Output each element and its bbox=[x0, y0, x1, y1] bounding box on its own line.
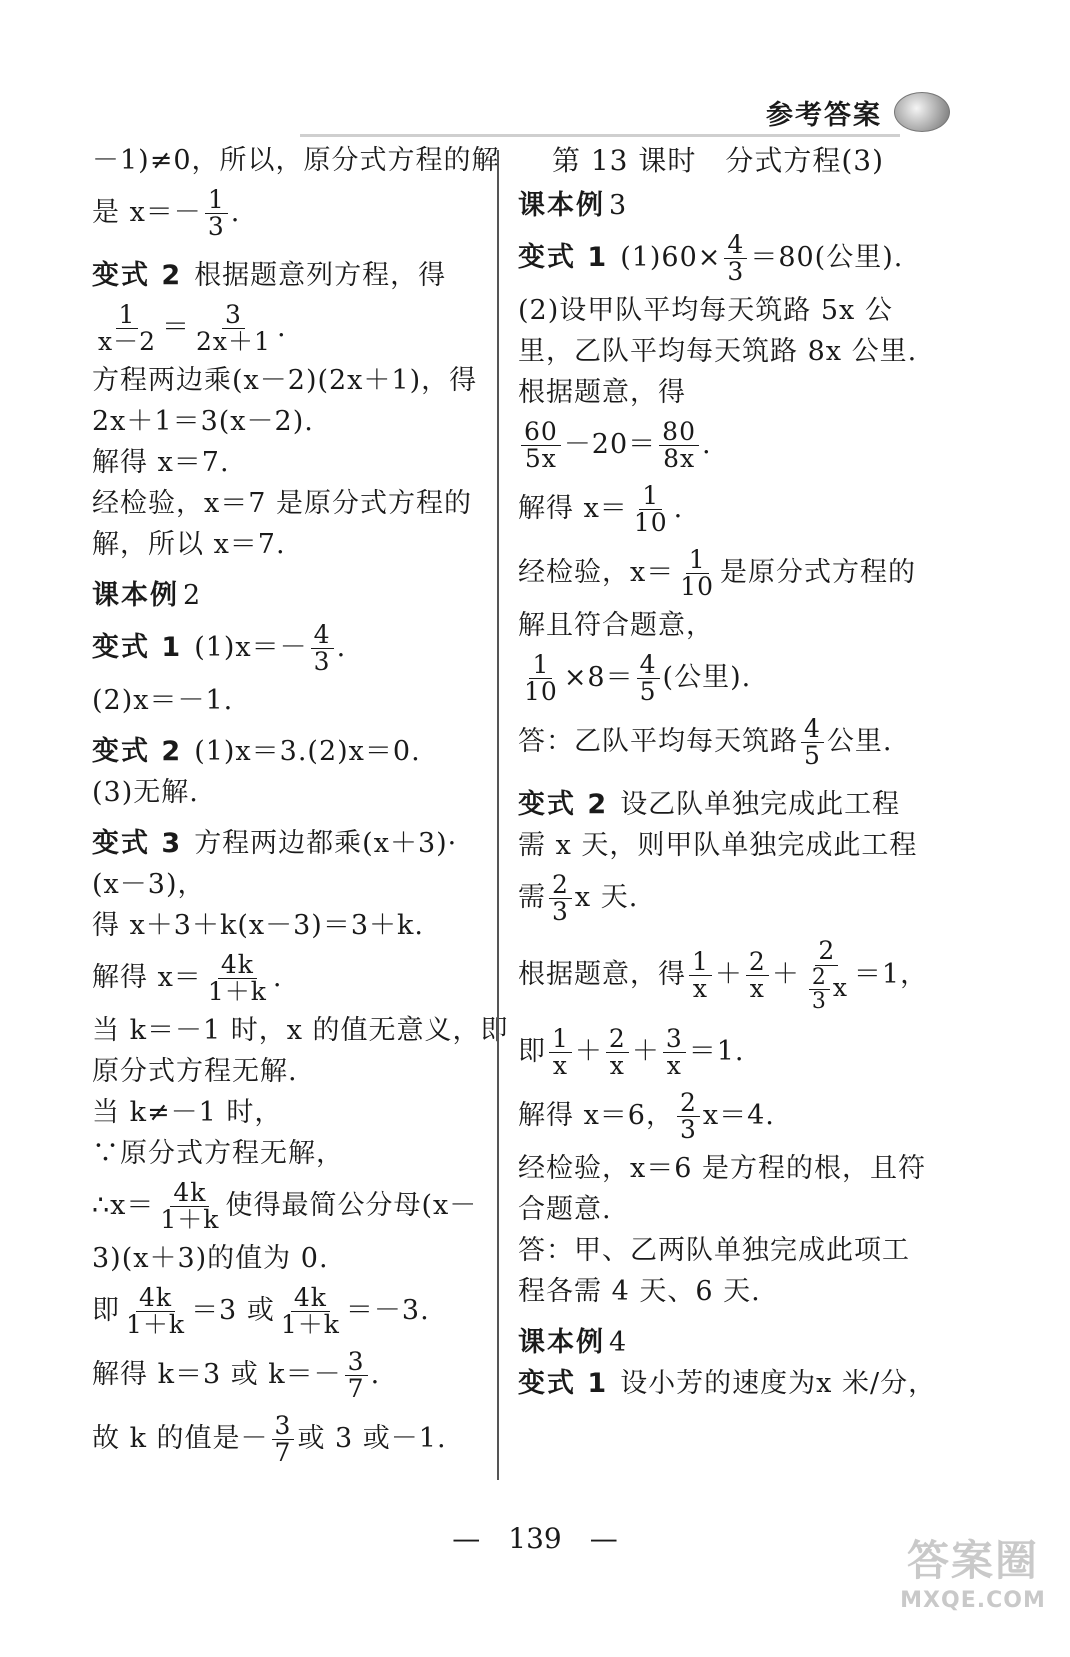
text-run: ＝80(公里). bbox=[750, 242, 904, 273]
text-run: ＋ bbox=[631, 1036, 660, 1067]
fraction bbox=[205, 184, 228, 241]
text-run: ＝3 或 bbox=[191, 1295, 275, 1326]
section-heading-number: 4 bbox=[609, 1327, 628, 1358]
fraction bbox=[157, 1177, 222, 1234]
fraction-denominator: 3 bbox=[552, 897, 569, 926]
variant-label: 变式 2 bbox=[92, 260, 183, 291]
text-run: ∴x＝ bbox=[92, 1190, 155, 1221]
fraction-denominator: 10 bbox=[680, 572, 715, 601]
fraction-denominator: 5x bbox=[524, 444, 557, 473]
fraction-numerator: 60 bbox=[521, 419, 561, 446]
text-run: . bbox=[370, 1359, 381, 1390]
fraction-numerator: 3 bbox=[345, 1349, 368, 1376]
text-run: . bbox=[701, 429, 712, 460]
text-run: 经检验，x＝ bbox=[518, 557, 675, 588]
fraction-denominator: 1＋k bbox=[160, 1205, 220, 1234]
text-run: 是 x＝－ bbox=[92, 197, 202, 228]
text-line: 方程两边乘(x－2)(2x＋1)，得 bbox=[92, 365, 478, 396]
text-line: 3)(x＋3)的值为 0. bbox=[92, 1243, 329, 1274]
text-run: 设乙队单独完成此工程 bbox=[620, 789, 901, 820]
header-rule bbox=[300, 134, 900, 137]
fraction-numerator: 80 bbox=[659, 419, 699, 446]
text-line: 解，所以 x＝7. bbox=[92, 529, 286, 560]
variant-label: 变式 2 bbox=[92, 736, 183, 767]
text-line: (x－3)， bbox=[92, 869, 206, 900]
text-run: 答：乙队平均每天筑路 bbox=[518, 726, 798, 757]
text-run: 解得 x＝ bbox=[518, 493, 628, 524]
fraction-numerator: 4 bbox=[724, 232, 747, 259]
fraction-numerator: 1 bbox=[529, 652, 552, 679]
text-line: 原分式方程无解. bbox=[92, 1056, 298, 1087]
fraction bbox=[345, 1346, 368, 1403]
fraction-numerator: 4k bbox=[218, 952, 257, 979]
text-run: 解得 x＝ bbox=[92, 962, 202, 993]
right-column bbox=[518, 140, 937, 1404]
fraction bbox=[521, 649, 561, 706]
text-line bbox=[518, 477, 918, 541]
text-line: 需 x 天，则甲队单独完成此工程 bbox=[518, 830, 918, 861]
text-run: (1)60× bbox=[620, 242, 722, 273]
fraction-denominator: 7 bbox=[347, 1374, 365, 1403]
text-run: 故 k 的值是－ bbox=[92, 1423, 269, 1454]
fraction-denominator: 5 bbox=[639, 677, 657, 706]
section-heading-label: 课本例 bbox=[518, 1327, 605, 1358]
fraction bbox=[549, 1023, 572, 1080]
fraction-numerator: 2 bbox=[809, 966, 830, 990]
text-run: (公里). bbox=[662, 662, 752, 693]
text-line bbox=[518, 226, 918, 290]
text-line bbox=[518, 541, 918, 605]
fraction-numerator: 1 bbox=[639, 483, 662, 510]
fraction-denominator: 7 bbox=[274, 1438, 292, 1467]
section-heading-label: 课本例 bbox=[92, 580, 179, 611]
text-run: 方程两边都乘(x＋3)· bbox=[194, 828, 458, 859]
fraction-denominator: 3 bbox=[313, 647, 331, 676]
section-heading bbox=[518, 185, 918, 226]
text-line: 解且符合题意， bbox=[518, 610, 714, 641]
fraction-denominator: 3 bbox=[207, 212, 225, 241]
fraction-numerator: 4k bbox=[170, 1180, 209, 1207]
fraction bbox=[746, 946, 769, 1003]
fraction-numerator: 2 bbox=[815, 938, 838, 965]
text-run: 根据题意，得 bbox=[518, 959, 686, 990]
text-run: ＝ bbox=[162, 312, 191, 343]
text-run: . bbox=[673, 493, 684, 524]
fraction-denominator: 1＋k bbox=[207, 977, 267, 1006]
fraction-numerator: 2 bbox=[677, 1090, 700, 1117]
fraction bbox=[637, 649, 660, 706]
section-heading-label: 课本例 bbox=[518, 190, 605, 221]
text-run: 公里. bbox=[826, 726, 893, 757]
text-line: 得 x＋3＋k(x－3)＝3＋k. bbox=[92, 910, 424, 941]
fraction-denominator: 10 bbox=[524, 677, 558, 706]
fraction-numerator: 1 bbox=[686, 547, 709, 574]
watermark bbox=[898, 1500, 1048, 1640]
column-divider bbox=[497, 150, 499, 1480]
text-line bbox=[518, 646, 918, 710]
running-header bbox=[766, 92, 950, 132]
text-line bbox=[518, 1363, 937, 1404]
fraction-numerator: 3 bbox=[222, 302, 245, 329]
text-run: (1)x＝－ bbox=[194, 632, 308, 663]
text-line bbox=[518, 413, 918, 477]
fraction-numerator: 1 bbox=[689, 949, 712, 976]
text-line: 当 k≠－1 时， bbox=[92, 1097, 283, 1128]
fraction bbox=[801, 713, 824, 770]
text-line: (3)无解. bbox=[92, 777, 199, 808]
text-line: 根据题意，得 bbox=[518, 377, 686, 408]
compound-fraction bbox=[803, 938, 851, 1012]
text-line bbox=[92, 1279, 492, 1343]
fraction-denominator: x bbox=[749, 974, 765, 1003]
fraction-numerator: 3 bbox=[272, 1413, 295, 1440]
section-heading bbox=[92, 575, 492, 616]
text-run: 或 3 或－1. bbox=[297, 1423, 447, 1454]
variant-label: 变式 1 bbox=[92, 632, 183, 663]
fraction-denominator: x bbox=[552, 1051, 568, 1080]
text-run: 设小芳的速度为x 米/分， bbox=[620, 1368, 937, 1399]
text-run: 使得最简公分母(x－ bbox=[225, 1190, 478, 1221]
text-run: x 天. bbox=[574, 882, 639, 913]
text-line: 经检验，x＝7 是原分式方程的 bbox=[92, 488, 472, 519]
fraction-denominator: x－2 bbox=[98, 327, 157, 356]
text-run: . bbox=[276, 312, 287, 343]
text-line bbox=[518, 930, 929, 1020]
fraction bbox=[663, 1023, 686, 1080]
fraction-denominator: 8x bbox=[663, 444, 696, 473]
text-line: 解得 x＝7. bbox=[92, 447, 230, 478]
fraction-numerator: 4k bbox=[136, 1285, 175, 1312]
text-run: －20＝ bbox=[563, 429, 657, 460]
text-line bbox=[518, 784, 918, 825]
text-run: ＋ bbox=[771, 959, 800, 990]
fraction-numerator: 2 bbox=[606, 1026, 629, 1053]
text-line: 2x＋1＝3(x－2). bbox=[92, 406, 314, 437]
text-run: 解得 k＝3 或 k＝－ bbox=[92, 1359, 342, 1390]
text-line bbox=[518, 866, 918, 930]
text-line bbox=[92, 1407, 492, 1471]
text-line bbox=[92, 1174, 492, 1238]
fraction-denominator: x bbox=[609, 1051, 625, 1080]
text-run: x＝4. bbox=[702, 1100, 775, 1131]
text-line bbox=[518, 1084, 918, 1148]
fraction bbox=[311, 619, 334, 676]
fraction-denominator: 3 bbox=[811, 988, 827, 1014]
fraction-denominator: 3 bbox=[727, 257, 745, 286]
text-run: . bbox=[336, 632, 347, 663]
fraction bbox=[272, 1410, 295, 1467]
watermark-logo: 答案圈 bbox=[906, 1535, 1039, 1585]
text-run: 解得 x＝6， bbox=[518, 1100, 674, 1131]
text-line bbox=[518, 1020, 918, 1084]
fraction-denominator: 5 bbox=[804, 741, 821, 770]
header-title: 参考答案 bbox=[766, 99, 882, 131]
watermark-url: MXQE.COM bbox=[900, 1587, 1046, 1613]
text-run: 即 bbox=[92, 1295, 120, 1326]
fraction-numerator: 4k bbox=[291, 1285, 330, 1312]
text-run: . bbox=[272, 962, 283, 993]
text-line bbox=[92, 946, 492, 1010]
text-run: ＝1， bbox=[853, 959, 929, 990]
text-line: (2)设甲队平均每天筑路 5x 公 bbox=[518, 295, 893, 326]
variant-label: 变式 2 bbox=[518, 789, 609, 820]
section-heading-number: 2 bbox=[183, 580, 202, 611]
fraction bbox=[278, 1282, 343, 1339]
text-run: x bbox=[832, 972, 848, 1002]
fraction bbox=[205, 949, 270, 1006]
text-run: 是原分式方程的 bbox=[720, 557, 917, 588]
fraction-numerator: 2 bbox=[549, 872, 572, 899]
page-number: — 139 — bbox=[452, 1522, 618, 1555]
fraction-numerator: 1 bbox=[549, 1026, 572, 1053]
text-line: 程各需 4 天、6 天. bbox=[518, 1276, 761, 1307]
fraction-denominator: 1＋k bbox=[126, 1310, 186, 1339]
lesson-title: 第 13 课时 分式方程(3) bbox=[551, 144, 885, 177]
text-run: ＝1. bbox=[688, 1036, 745, 1067]
fraction-numerator: 2 bbox=[746, 949, 769, 976]
text-line: ∵原分式方程无解， bbox=[92, 1138, 344, 1169]
text-line bbox=[92, 616, 492, 680]
text-line: 答：甲、乙两队单独完成此项工 bbox=[518, 1235, 910, 1266]
fraction-denominator: x bbox=[692, 974, 708, 1003]
text-run: ＋ bbox=[574, 1036, 603, 1067]
fraction-numerator: 1 bbox=[205, 187, 228, 214]
text-run: (1)x＝3.(2)x＝0. bbox=[194, 736, 421, 767]
fraction bbox=[677, 1087, 700, 1144]
left-column bbox=[92, 140, 509, 1471]
variant-label: 变式 1 bbox=[518, 242, 609, 273]
fraction-denominator: 2x＋1 bbox=[196, 327, 271, 356]
fraction-denominator: 10 bbox=[633, 508, 668, 537]
fraction bbox=[809, 966, 830, 1013]
text-run: ＋ bbox=[714, 959, 743, 990]
fraction bbox=[95, 299, 159, 356]
text-line: 里，乙队平均每天筑路 8x 公里. bbox=[518, 336, 918, 367]
text-line: 经检验，x＝6 是方程的根，且符 bbox=[518, 1153, 926, 1184]
fraction bbox=[677, 544, 717, 601]
fraction bbox=[689, 946, 712, 1003]
fraction bbox=[606, 1023, 629, 1080]
fraction-denominator: 3 bbox=[680, 1115, 697, 1144]
text-line bbox=[92, 255, 492, 296]
text-line bbox=[92, 1343, 492, 1407]
text-line bbox=[92, 296, 492, 360]
fraction-numerator: 4 bbox=[311, 622, 334, 649]
variant-label: 变式 3 bbox=[92, 828, 183, 859]
text-run: 需 bbox=[518, 882, 546, 913]
text-line: －1)≠0，所以，原分式方程的解 bbox=[92, 145, 500, 176]
fraction bbox=[123, 1282, 188, 1339]
fraction bbox=[193, 299, 274, 356]
section-heading-number: 3 bbox=[609, 190, 628, 221]
fraction-numerator: 4 bbox=[637, 652, 660, 679]
fraction-denominator bbox=[803, 966, 851, 1013]
fraction bbox=[724, 229, 747, 286]
text-run: . bbox=[230, 197, 241, 228]
fraction-numerator: 1 bbox=[116, 302, 139, 329]
fraction bbox=[631, 480, 671, 537]
text-run: 即 bbox=[518, 1036, 546, 1067]
text-run: ×8＝ bbox=[563, 662, 634, 693]
text-line: (2)x＝－1. bbox=[92, 685, 234, 716]
text-line: 当 k＝－1 时，x 的值无意义，即 bbox=[92, 1015, 509, 1046]
text-line bbox=[92, 181, 492, 245]
fraction-denominator: 1＋k bbox=[280, 1310, 340, 1339]
fraction bbox=[549, 869, 572, 926]
text-run: ＝－3. bbox=[345, 1295, 430, 1326]
section-heading bbox=[518, 1322, 918, 1363]
text-line bbox=[92, 731, 492, 772]
text-line bbox=[518, 710, 918, 774]
text-run: 根据题意列方程，得 bbox=[194, 260, 447, 291]
variant-label: 变式 1 bbox=[518, 1368, 609, 1399]
text-line bbox=[92, 823, 492, 864]
fraction-numerator: 4 bbox=[801, 716, 824, 743]
fraction bbox=[521, 416, 561, 473]
fraction bbox=[659, 416, 699, 473]
fraction-numerator: 3 bbox=[663, 1026, 686, 1053]
header-ornament-icon bbox=[894, 92, 950, 132]
text-line: 合题意. bbox=[518, 1194, 612, 1225]
fraction-denominator: x bbox=[666, 1051, 682, 1080]
